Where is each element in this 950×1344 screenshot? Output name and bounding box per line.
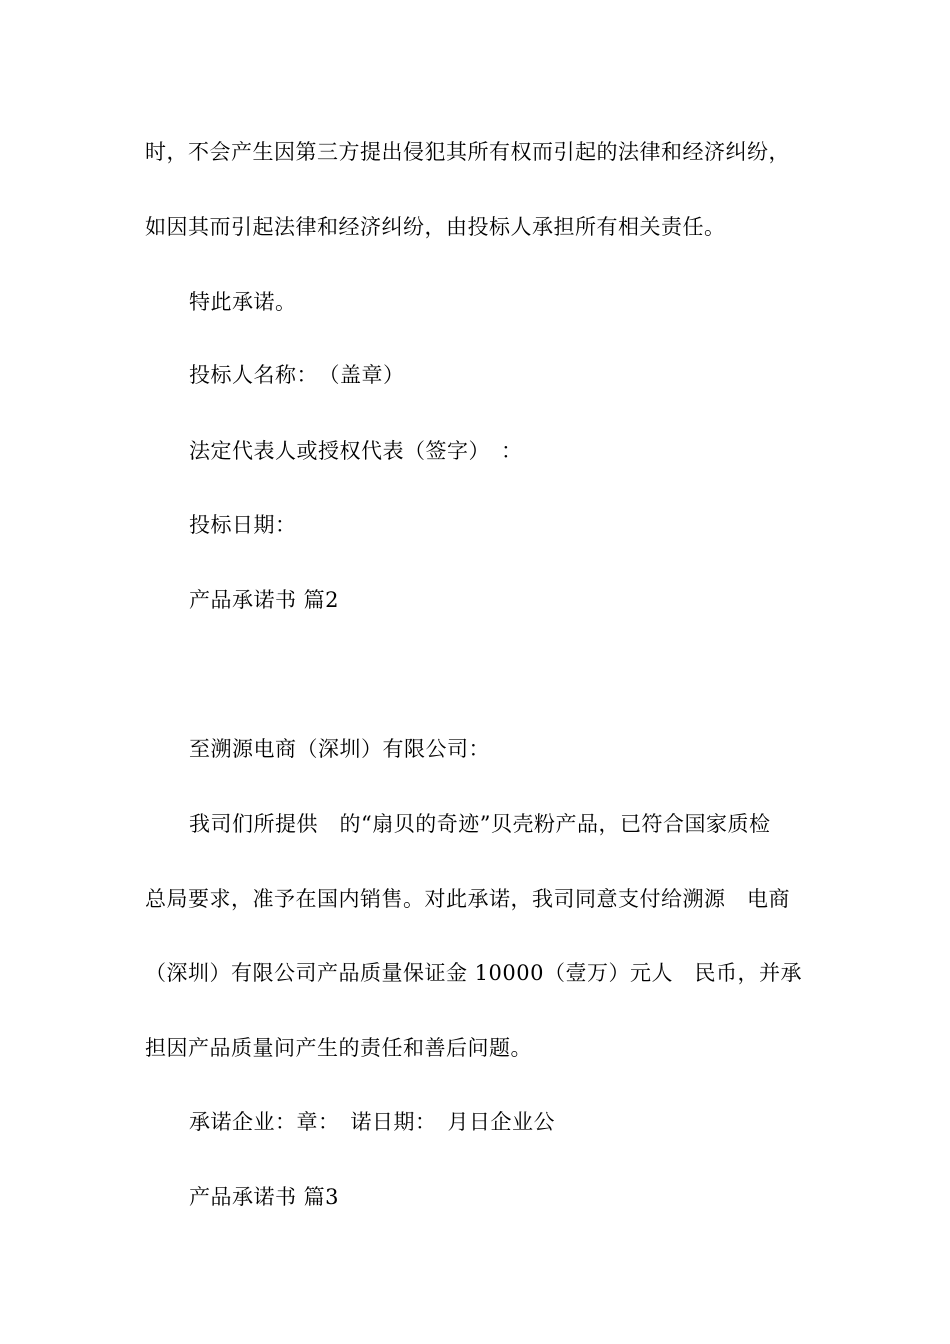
bid-date-field: 投标日期： bbox=[189, 513, 297, 537]
paragraph-line: 总局要求，准予在国内销售。对此承诺，我司同意支付给溯源 电商 bbox=[145, 887, 790, 911]
bidder-name-field: 投标人名称： （盖章） bbox=[189, 363, 405, 387]
closing-statement: 特此承诺。 bbox=[189, 290, 297, 314]
representative-signature-field: 法定代表人或授权代表（签字） ： bbox=[189, 439, 523, 463]
paragraph-line: 我司们所提供 的“扇贝的奇迹”贝壳粉产品，已符合国家质检 bbox=[189, 812, 771, 836]
paragraph-line: 时，不会产生因第三方提出侵犯其所有权而引起的法律和经济纠纷， bbox=[145, 140, 790, 164]
section-heading: 产品承诺书 篇3 bbox=[189, 1185, 340, 1209]
section-heading: 产品承诺书 篇2 bbox=[189, 588, 340, 612]
signature-block: 承诺企业：章： 诺日期： 月日企业公 bbox=[189, 1110, 555, 1134]
paragraph-line: 担因产品质量问产生的责任和善后问题。 bbox=[145, 1036, 532, 1060]
addressee-line: 至溯源电商（深圳）有限公司： bbox=[189, 737, 490, 761]
paragraph-line: （深圳）有限公司产品质量保证金 10000（壹万）元人 民币，并承 bbox=[145, 961, 802, 985]
paragraph-line: 如因其而引起法律和经济纠纷，由投标人承担所有相关责任。 bbox=[145, 215, 726, 239]
